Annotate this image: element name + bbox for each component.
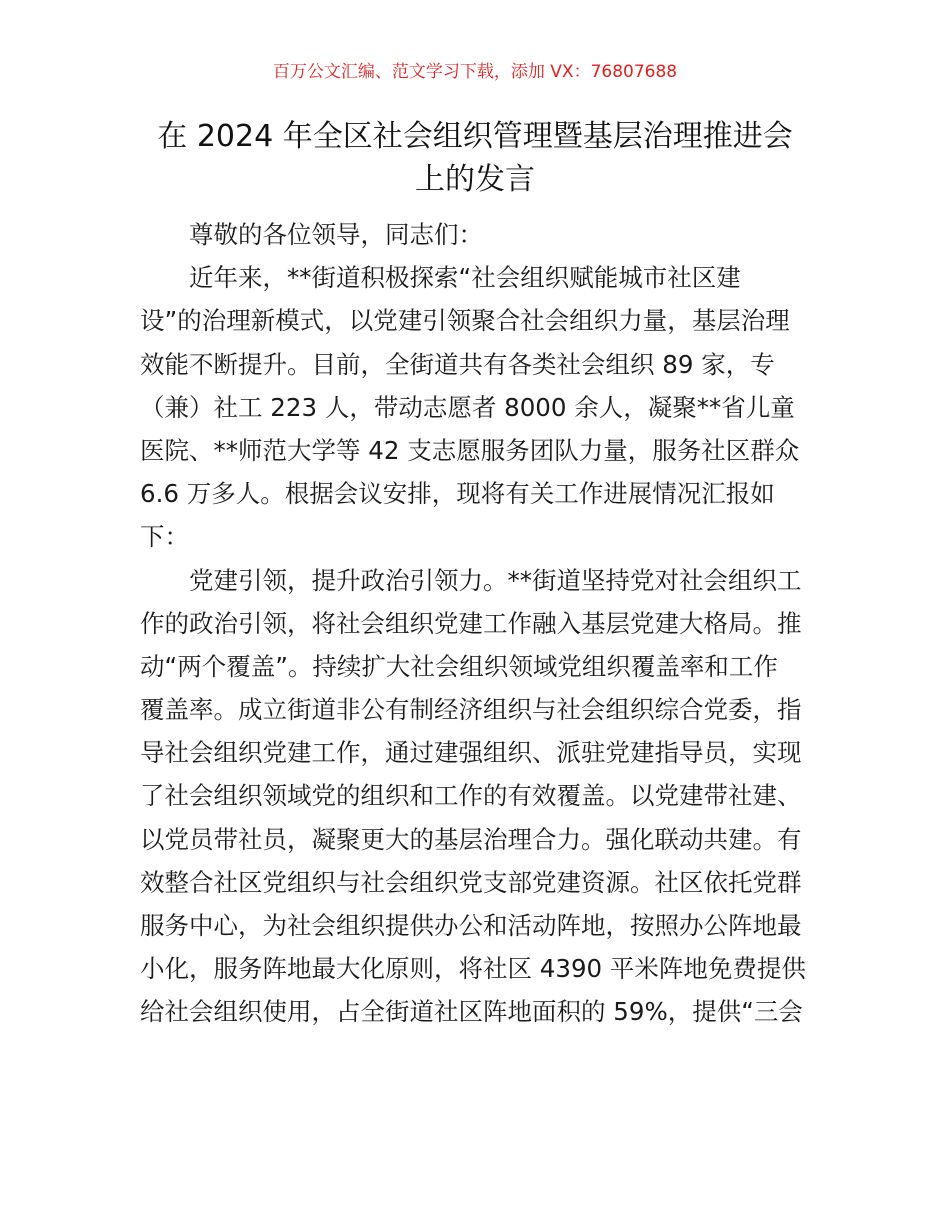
salutation: 尊敬的各位领导，同志们： — [189, 220, 483, 249]
text-line: 动“两个覆盖”。持续扩大社会组织领域党组织覆盖率和工作 — [140, 651, 778, 681]
text-line: 医院、**师范大学等 42 支志愿服务团队力量，服务社区群众 — [140, 435, 800, 465]
text-line: 效整合社区党组织与社会组织党支部党建资源。社区依托党群 — [140, 867, 802, 897]
text-line: 给社会组织使用，占全街道社区阵地面积的 59%，提供“三会 — [140, 997, 803, 1027]
watermark-header: 百万公文汇编、范文学习下载，添加 VX：76807688 — [272, 62, 678, 82]
text-line: 党建引领，提升政治引领力。**街道坚持党对社会组织工 — [189, 565, 802, 595]
text-line: 服务中心，为社会组织提供办公和活动阵地，按照办公阵地最 — [140, 911, 802, 940]
title-line-2: 上的发言 — [415, 162, 535, 197]
text-line: 覆盖率。成立街道非公有制经济组织与社会组织综合党委，指 — [140, 695, 802, 725]
text-line: 设”的治理新模式，以党建引领聚合社会组织力量，基层治理 — [140, 306, 790, 336]
text-line: 了社会组织领域党的组织和工作的有效覆盖。以党建带社建、 — [140, 781, 802, 811]
text-line: 小化，服务阵地最大化原则，将社区 4390 平米阵地免费提供 — [140, 954, 806, 984]
text-line: 效能不断提升。目前，全街道共有各类社会组织 89 家，专 — [140, 349, 775, 379]
text-line: 6.6 万多人。根据会议安排，现将有关工作进展情况汇报如 — [140, 479, 775, 509]
text-line: 导社会组织党建工作，通过建强组织、派驻党建指导员，实现 — [140, 738, 802, 768]
text-line: （兼）社工 223 人，带动志愿者 8000 余人，凝聚**省儿童 — [140, 392, 795, 422]
title-line-1: 在 2024 年全区社会组织管理暨基层治理推进会 — [157, 119, 793, 154]
document-body — [140, 213, 812, 1034]
text-line: 以党员带社员，凝聚更大的基层治理合力。强化联动共建。有 — [140, 824, 802, 854]
text-line: 作的政治引领，将社会组织党建工作融入基层党建大格局。推 — [140, 608, 802, 638]
document-title — [140, 115, 810, 201]
text-line: 近年来，**街道积极探索“社会组织赋能城市社区建 — [189, 263, 741, 293]
text-line: 下： — [140, 522, 189, 552]
